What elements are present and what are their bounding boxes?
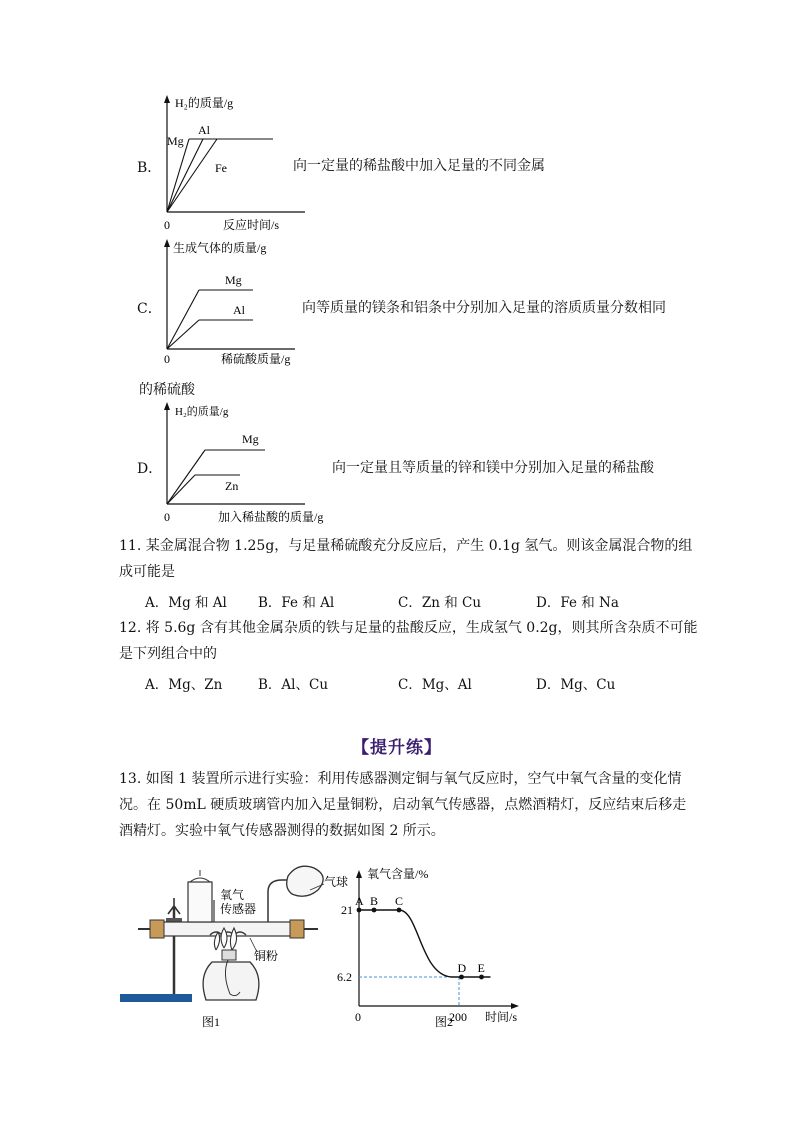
fig2-xlabel: 时间/s (485, 1010, 518, 1024)
graph-c-xlabel: 稀硫酸质量/g (221, 352, 291, 366)
option-b-label: B． (137, 160, 162, 176)
fig2-oxygen-chart (335, 862, 525, 1032)
q12-text-line1: 12. 将 5.6g 含有其他金属杂质的铁与足量的盐酸反应，生成氢气 0.2g，则其所含杂质不可能 (119, 620, 698, 636)
fig1-apparatus (118, 862, 348, 1032)
graph-b-series-al: Al (198, 123, 210, 137)
graph-c-series-al: Al (233, 303, 245, 317)
fig2-point-b (372, 908, 377, 913)
graph-b-ylabel: H₂的质量/g (175, 96, 234, 110)
fig2-point-a (357, 908, 362, 913)
fig1-label-balloon: 气球 (324, 875, 348, 889)
fig2-caption: 图2 (435, 1015, 454, 1029)
fig2-y-tick-21: 21 (341, 903, 353, 917)
graph-d-xlabel: 加入稀盐酸的质量/g (218, 510, 324, 524)
fig2-axes (356, 870, 519, 1009)
fig1-label-sensor-1: 氧气 (220, 888, 245, 902)
option-c-label: C． (137, 301, 162, 317)
graph-b-origin: 0 (164, 218, 170, 232)
graph-b-series-fe: Fe (215, 161, 227, 175)
fig2-point-label-b: B (370, 894, 379, 908)
fig2-x-tick-200: 200 (449, 1010, 467, 1024)
fig2-y-tick-6-2: 6.2 (337, 970, 352, 984)
q11-choice-b: B．Fe 和 Al (258, 595, 335, 611)
option-d-label: D． (137, 461, 163, 477)
fig2-point-label-d: D (457, 961, 467, 975)
q11-text-line2: 成可能是 (119, 564, 175, 580)
graph-c (155, 236, 315, 371)
fig1-label-copper: 铜粉 (254, 949, 279, 963)
q11-choice-d: D．Fe 和 Na (536, 595, 619, 611)
fig1-label-sensor-2: 传感器 (220, 902, 257, 916)
graph-b-series-mg: Mg (167, 134, 184, 148)
graph-d (155, 399, 345, 529)
q13-text-line3: 酒精灯。实验中氧气传感器测得的数据如图 2 所示。 (119, 823, 445, 839)
option-c-description-line1: 向等质量的镁条和铝条中分别加入足量的溶质质量分数相同 (302, 300, 666, 316)
q12-choice-a: A．Mg、Zn (145, 677, 223, 693)
graph-b-xlabel: 反应时间/s (223, 218, 280, 232)
graph-d-origin: 0 (164, 510, 170, 524)
q11-choice-c: C．Zn 和 Cu (398, 595, 482, 611)
q11-text-line1: 11. 某金属混合物 1.25g，与足量稀硫酸充分反应后，产生 0.1g 氢气。则该金属混合物的组 (119, 538, 693, 554)
graph-c-series-mg: Mg (225, 273, 242, 287)
fig2-point-e (479, 975, 484, 980)
option-b-description: 向一定量的稀盐酸中加入足量的不同金属 (293, 158, 545, 174)
stand-base (120, 994, 192, 1002)
graph-c-origin: 0 (164, 352, 170, 366)
fig2-ylabel: 氧气含量/% (367, 867, 429, 881)
q11-choice-a: A．Mg 和 Al (145, 595, 227, 611)
fig2-x-tick-0: 0 (355, 1010, 361, 1024)
fig2-series-line (359, 910, 491, 977)
left-stopper (150, 920, 164, 938)
option-d-description: 向一定量且等质量的锌和镁中分别加入足量的稀盐酸 (332, 460, 654, 476)
fig1-caption: 图1 (202, 1015, 221, 1029)
q13-text-line1: 13. 如图 1 装置所示进行实验：利用传感器测定铜与氧气反应时，空气中氧气含量的变化情 (119, 771, 682, 787)
fig2-point-c (397, 908, 402, 913)
q12-text-line2: 是下列组合中的 (119, 646, 217, 662)
q13-text-line2: 况。在 50mL 硬质玻璃管内加入足量铜粉，启动氧气传感器，点燃酒精灯，反应结束后移走 (119, 797, 687, 813)
graph-d-series-zn: Zn (225, 479, 239, 493)
fig2-point-label-a: A (355, 894, 364, 908)
balloon (287, 866, 323, 896)
graph-d-ylabel: H₂的质量/g (175, 406, 229, 418)
oxygen-sensor (188, 882, 212, 922)
q12-choice-c: C．Mg、Al (398, 677, 472, 693)
fig2-point-d (459, 975, 464, 980)
right-stopper (290, 920, 304, 938)
fig2-point-label-e: E (477, 961, 485, 975)
graph-c-ylabel: 生成气体的质量/g (173, 241, 267, 255)
q12-choice-d: D．Mg、Cu (536, 677, 616, 693)
fig2-point-label-c: C (395, 894, 404, 908)
q12-choice-b: B．Al、Cu (258, 677, 329, 693)
section-title: 【提升练】 (352, 738, 442, 758)
graph-d-series-mg: Mg (242, 432, 259, 446)
option-c-description-line2: 的稀硫酸 (139, 382, 195, 398)
glass-tube (158, 922, 298, 936)
